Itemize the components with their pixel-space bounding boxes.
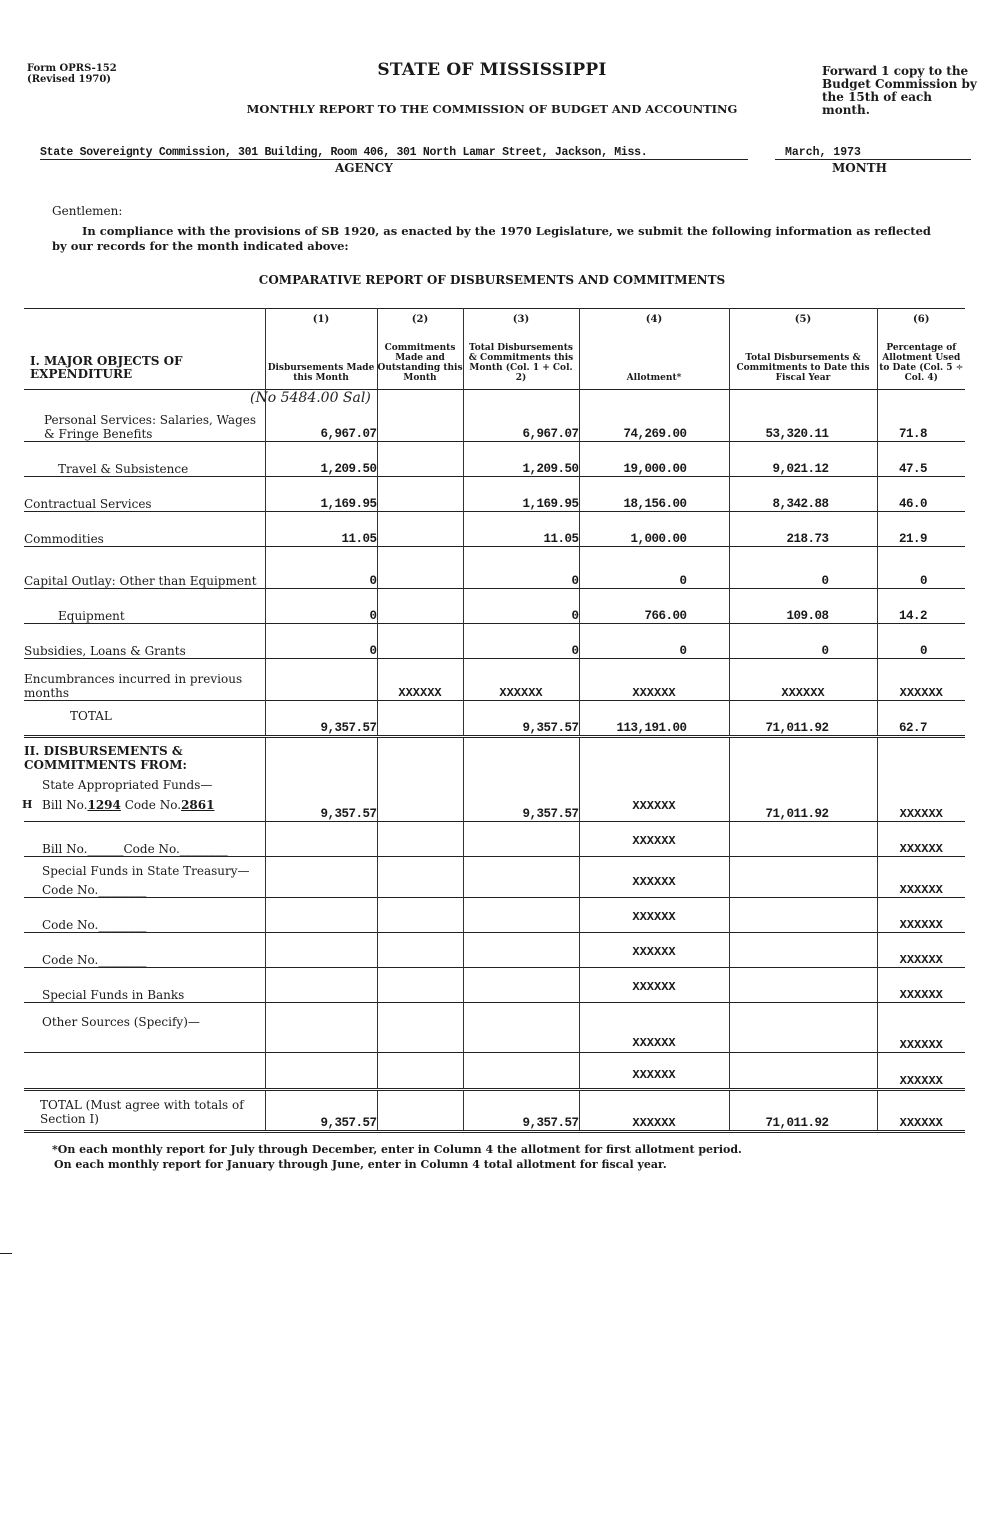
cell-c5: 0 (729, 624, 877, 659)
grand-total-row (24, 1090, 965, 1132)
table-header-row (24, 309, 965, 390)
row-label: Travel & Subsistence (24, 442, 265, 477)
bill-row (24, 737, 965, 822)
cell-c5: 0 (729, 547, 877, 589)
disbursements-table (24, 308, 965, 1133)
col-2-number: (2) (411, 314, 429, 325)
cell-c3: 9,357.57 (463, 701, 579, 737)
cell-c4: XXXXXX (579, 1090, 729, 1132)
cell-c3: 9,357.57 (463, 1090, 579, 1132)
cell-c1: 0 (265, 589, 377, 624)
section2-cell (24, 737, 265, 822)
cell-c1 (265, 659, 377, 701)
cell-c2 (377, 624, 463, 659)
cell-c1 (265, 1053, 377, 1090)
table-row (24, 589, 965, 624)
cell-c1 (265, 822, 377, 857)
cell-c1: 9,357.57 (265, 737, 377, 822)
cell-c3 (463, 933, 579, 968)
cell-c6: XXXXXX (899, 883, 943, 897)
table-row (24, 477, 965, 512)
cell-c4: XXXXXX (579, 898, 729, 933)
cell-c3 (463, 857, 579, 898)
cell-c4: 74,269.00 (579, 390, 729, 442)
state-funds-label: State Appropriated Funds— (42, 778, 213, 792)
cell-c4: XXXXXX (579, 968, 729, 1003)
table-row (24, 898, 965, 933)
cell-c4: 0 (579, 547, 729, 589)
table-row (24, 390, 965, 442)
month-label: MONTH (832, 161, 887, 175)
form-revision: (Revised 1970) (27, 74, 112, 85)
col-5-header (729, 309, 877, 390)
col-6-header (877, 309, 965, 390)
agency-value: State Sovereignty Commission, 301 Building, Room 406, 301 North Lamar Street, Jackson, Miss. (40, 146, 648, 159)
cell-c1: 11.05 (265, 512, 377, 547)
cell-c6: XXXXXX (899, 918, 943, 932)
special-treasury-cell (24, 857, 265, 898)
cell-c4: XXXXXX (579, 933, 729, 968)
cell-c4: 766.00 (579, 589, 729, 624)
cell-c4: 19,000.00 (579, 442, 729, 477)
col-5-label: Total Disbursements & Commitments to Date this Fiscal Year (736, 353, 870, 383)
cell-c3: 1,209.50 (463, 442, 579, 477)
cell-c3 (463, 822, 579, 857)
report-title: COMPARATIVE REPORT OF DISBURSEMENTS AND COMMITMENTS (258, 273, 726, 287)
cell-c6: 46.0 (898, 497, 927, 511)
cell-c2 (377, 512, 463, 547)
table-row (24, 1053, 965, 1090)
total-row (24, 701, 965, 737)
table-row (24, 933, 965, 968)
cell-c5: 109.08 (729, 589, 877, 624)
month-value: March, 1973 (785, 146, 861, 159)
cell-c5: 71,011.92 (729, 1090, 877, 1132)
cell-c1: 0 (265, 547, 377, 589)
cell-c6: XXXXXX (899, 988, 943, 1002)
section2-heading: II. DISBURSEMENTS & COMMITMENTS FROM: (24, 744, 187, 772)
total-label: TOTAL (24, 701, 265, 737)
cell-c1 (265, 898, 377, 933)
cell-c3 (463, 1053, 579, 1090)
cell-c5: XXXXXX (729, 659, 877, 701)
cell-c4: XXXXXX (579, 1053, 729, 1090)
row-label: Code No.________ (42, 883, 147, 897)
col-5-number: (5) (794, 314, 812, 325)
row-label (24, 1053, 265, 1090)
cell-c5 (729, 857, 877, 898)
cell-c1: 9,357.57 (265, 1090, 377, 1132)
forward-line-2: Budget Commission by (822, 77, 977, 91)
cell-c4: XXXXXX (579, 737, 729, 822)
col-4-label: Allotment* (626, 373, 682, 383)
row-label: Other Sources (Specify)— (24, 1003, 265, 1053)
footnote-line-2: On each monthly report for January through June, enter in Column 4 total allotment for fiscal year. (54, 1158, 667, 1171)
forward-line-1: Forward 1 copy to the (822, 64, 969, 78)
table-row (24, 547, 965, 589)
report-subtitle: MONTHLY REPORT TO THE COMMISSION OF BUDGET AND ACCOUNTING (246, 102, 738, 116)
cell-c2 (377, 477, 463, 512)
cell-c6: 0 (919, 574, 927, 588)
cell-c2 (377, 822, 463, 857)
col-2-header (377, 309, 463, 390)
cell-c5 (729, 1003, 877, 1053)
cell-c4: XXXXXX (579, 857, 729, 898)
row-label: Capital Outlay: Other than Equipment (24, 547, 265, 589)
row-label: Contractual Services (24, 477, 265, 512)
table-row (24, 857, 965, 898)
col-4-number: (4) (645, 314, 663, 325)
cell-c5 (729, 1053, 877, 1090)
month-rule (775, 159, 971, 160)
table-row (24, 968, 965, 1003)
cell-c3: 11.05 (463, 512, 579, 547)
row-label: Special Funds in Banks (24, 968, 265, 1003)
bill-label: Bill No. (42, 798, 88, 812)
cell-c1 (265, 968, 377, 1003)
cell-c5: 71,011.92 (729, 737, 877, 822)
total-label: TOTAL (Must agree with totals of Section I) (24, 1090, 265, 1132)
cell-c2 (377, 701, 463, 737)
cell-c6: 14.2 (898, 609, 927, 623)
col-6-label: Percentage of Allotment Used to Date (Col. 5 ÷ Col. 4) (879, 343, 964, 383)
cell-c6: 47.5 (898, 462, 927, 476)
cell-c4: XXXXXX (579, 1003, 729, 1053)
handwritten-note: (No 5484.00 Sal) (250, 390, 371, 406)
col-4-header (579, 309, 729, 390)
row-label: Subsidies, Loans & Grants (24, 624, 265, 659)
row-label: Code No.________ (24, 898, 265, 933)
cell-c2 (377, 547, 463, 589)
col-3-label: Total Disbursements & Commitments this Month (Col. 1 + Col. 2) (468, 343, 574, 383)
row-label: Personal Services: Salaries, Wages & Fringe Benefits (24, 390, 265, 442)
cell-c2: XXXXXX (377, 659, 463, 701)
cell-c2 (377, 442, 463, 477)
cell-c1: 0 (265, 624, 377, 659)
cell-c3 (463, 898, 579, 933)
row-label: Code No.________ (24, 933, 265, 968)
code-label: Code No. (124, 798, 182, 812)
row-label: Encumbrances incurred in previous months (24, 659, 265, 701)
table-row (24, 442, 965, 477)
cell-c4: 18,156.00 (579, 477, 729, 512)
cell-c2 (377, 1003, 463, 1053)
row-label: Commodities (24, 512, 265, 547)
agency-label: AGENCY (335, 161, 393, 175)
cell-c6: XXXXXX (899, 1116, 943, 1130)
cell-c2 (377, 1053, 463, 1090)
bill-number: 1294 (87, 798, 121, 812)
salutation: Gentlemen: (52, 204, 123, 218)
cell-c3: 9,357.57 (463, 737, 579, 822)
letter-body: In compliance with the provisions of SB 1920, as enacted by the 1970 Legislature, we submit the following information as reflected by our records for the month indicated above: (52, 224, 931, 253)
cell-c6: XXXXXX (899, 1038, 943, 1052)
cell-c5 (729, 898, 877, 933)
cell-c2 (377, 857, 463, 898)
cell-c3: 0 (463, 547, 579, 589)
code-number: 2861 (181, 798, 215, 812)
cell-c4: 1,000.00 (579, 512, 729, 547)
cell-c5 (729, 968, 877, 1003)
cell-c3: 0 (463, 589, 579, 624)
col-3-header (463, 309, 579, 390)
cell-c3: 1,169.95 (463, 477, 579, 512)
cell-c5: 218.73 (729, 512, 877, 547)
cell-c5: 71,011.92 (729, 701, 877, 737)
cell-c6: XXXXXX (899, 953, 943, 967)
col-1-header (265, 309, 377, 390)
cell-c2 (377, 390, 463, 442)
objects-heading: I. MAJOR OBJECTS OF EXPENDITURE (24, 309, 265, 390)
cell-c2 (377, 589, 463, 624)
footnote-line-1: *On each monthly report for July through December, enter in Column 4 the allotment for first allotment period. (52, 1143, 742, 1156)
cell-c1: 6,967.07 (265, 390, 377, 442)
cell-c6: XXXXXX (899, 1074, 943, 1088)
col-2-label: Commitments Made and Outstanding this Month (377, 343, 463, 383)
cell-c6: 0 (919, 644, 927, 658)
table-row (24, 1003, 965, 1053)
col-1-number: (1) (312, 314, 330, 325)
cell-c6: XXXXXX (899, 807, 943, 821)
cell-c6: 62.7 (898, 721, 927, 735)
cell-c5 (729, 933, 877, 968)
cell-c5 (729, 822, 877, 857)
agency-rule (40, 159, 748, 160)
cell-c3: 0 (463, 624, 579, 659)
table-row (24, 659, 965, 701)
cell-c5: 9,021.12 (729, 442, 877, 477)
cell-c6: 21.9 (898, 532, 927, 546)
cell-c5: 53,320.11 (729, 390, 877, 442)
cell-c5: 8,342.88 (729, 477, 877, 512)
margin-mark (0, 1253, 12, 1254)
cell-c4: XXXXXX (579, 659, 729, 701)
cell-c1 (265, 857, 377, 898)
cell-c1 (265, 933, 377, 968)
cell-c2 (377, 898, 463, 933)
cell-c4: 0 (579, 624, 729, 659)
row-label: Bill No.______Code No.________ (24, 822, 265, 857)
cell-c6: XXXXXX (899, 842, 943, 856)
cell-c4: 113,191.00 (579, 701, 729, 737)
cell-c2 (377, 968, 463, 1003)
cell-c3: XXXXXX (463, 659, 579, 701)
footnote (52, 1142, 742, 1172)
table-row (24, 624, 965, 659)
special-treasury-label: Special Funds in State Treasury— (42, 864, 250, 878)
bill-line (24, 798, 265, 812)
cell-c1: 1,209.50 (265, 442, 377, 477)
table-row (24, 512, 965, 547)
h-mark: H (22, 798, 33, 811)
col-1-label: Disbursements Made this Month (267, 363, 375, 383)
cell-c1: 1,169.95 (265, 477, 377, 512)
cell-c2 (377, 933, 463, 968)
row-label: Equipment (24, 589, 265, 624)
state-title: STATE OF MISSISSIPPI (377, 60, 607, 80)
cell-c4: XXXXXX (579, 822, 729, 857)
forward-line-3: the 15th of each month. (822, 90, 933, 117)
form-number: Form OPRS-152 (27, 63, 117, 74)
cell-c2 (377, 1090, 463, 1132)
cell-c3 (463, 968, 579, 1003)
cell-c3: 6,967.07 (463, 390, 579, 442)
cell-c6: 71.8 (898, 427, 927, 441)
col-3-number: (3) (512, 314, 530, 325)
cell-c1 (265, 1003, 377, 1053)
cell-c1: 9,357.57 (265, 701, 377, 737)
cell-c6: XXXXXX (899, 686, 943, 700)
table-row (24, 822, 965, 857)
cell-c2 (377, 737, 463, 822)
cell-c3 (463, 1003, 579, 1053)
col-6-number: (6) (913, 314, 930, 325)
